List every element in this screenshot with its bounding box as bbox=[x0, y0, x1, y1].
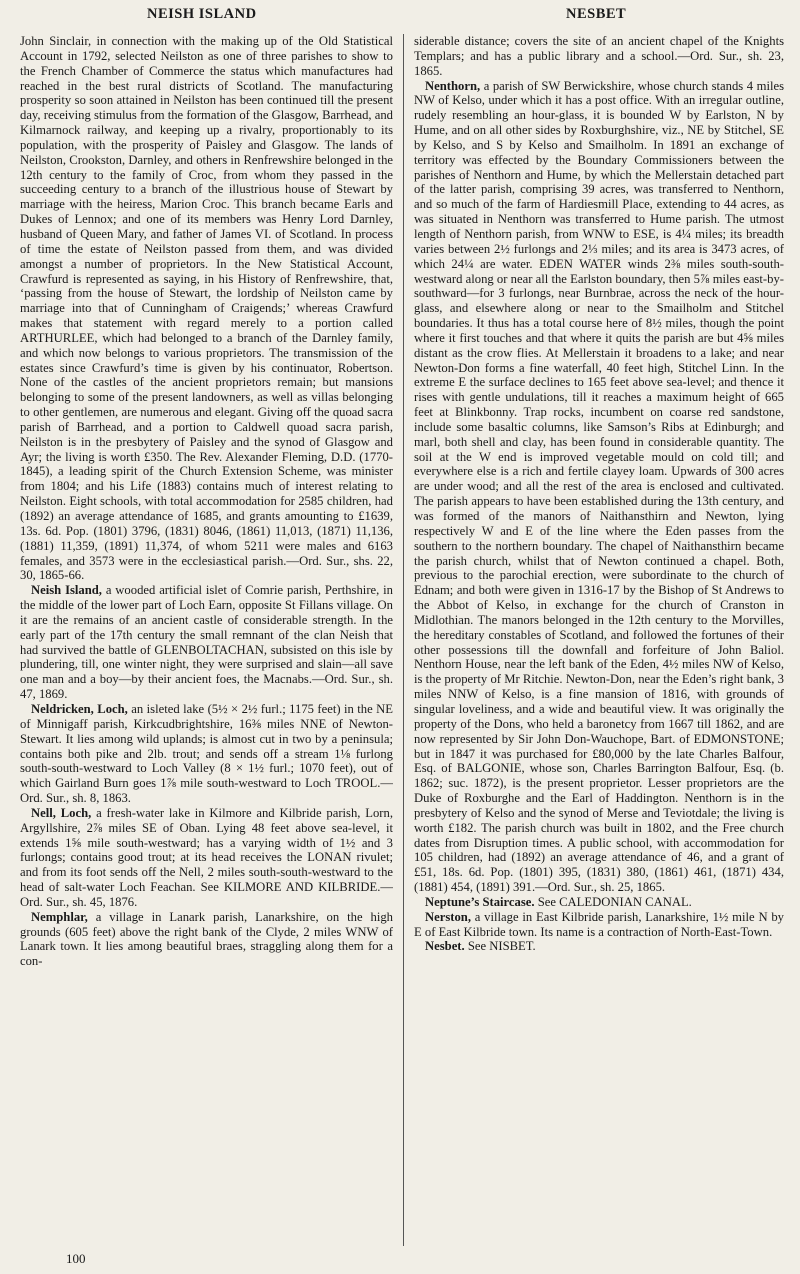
entry-nenthorn bbox=[414, 79, 784, 895]
right-column bbox=[414, 34, 784, 1254]
running-header-left: NEISH ISLAND bbox=[147, 6, 257, 22]
entry-text: a parish of SW Berwickshire, whose church stands 4 miles NW of Kelso, under which it has a post office. With an irregular outline, rudely resembling an hour-glass, it is bounded W by Earlston, N by Hume, and on all other sides by Roxburghshire, viz., NE by Stitchel, SE by Kelso, and S by Kelso and Smailholm. In 1891 an exchange of territory was effected by the Boundary Commissioners between the parishes of Nenthorn and Hume, by which the Mellerstain detached part of the latter parish, comprising 39 acres, was transferred to Nenthorn, and so much of the farm of Hardiesmill Place, extending to 44 acres, as was situated in Nenthorn was transferred to Hume parish. The utmost length of Nenthorn parish, from WNW to ESE, is 4¼ miles; its breadth varies between 2½ furlongs and 2⅓ miles; and its area is 3473 acres, of which 24¼ are water. EDEN WATER winds 2⅜ miles south-south-westward along or near all the Earlston boundary, then 5⅞ miles east-by-southward—for 3 furlongs, near Burnbrae, across the neck of the hour-glass, and elsewhere along or near to the Smailholm and Stitchel boundaries. It thus has a total course here of 8½ miles, though the point where it first touches and that where it quits the parish are but 4⅝ miles distant as the crow flies. At Mellerstain it broadens to a lake; and near Newton-Don forms a fine waterfall, 40 feet high, Stitchel Linn. In the extreme E the surface declines to 165 feet above sea-level; and thence it rises with gentle undulations, till it reaches a maximum height of 665 feet at Blinkbonny. Trap rocks, incumbent on coarse red sandstone, include some basaltic columns, like Samson’s Ribs at Edinburgh; and marl, both shell and clay, has been found in considerable quantity. The soil at the W end is improved vegetable mould on cold till; and everywhere else is a rich and fertile clayey loam. Upwards of 300 acres are under wood; and all the rest of the area is enclosed and cultivated. The parish appears to have been established during the 13th century, and was formed of the manors of Naithansthirn and Newton, lying respectively W and E of the line where the Eden passes from the southern to the northern boundary. The chapel of Naithansthirn became the parish church, whilst that of Newton continued a chapel. Both, previous to the parochial erection, were subordinate to the church of Ednam; and both were given in 1316-17 by the Bishop of St Andrews to the Abbot of Kelso, in exchange for the church of Cranston in Midlothian. The manors belonged in the 12th century to the Morvilles, the hereditary constables of Scotland, and followed the fortunes of their other possessions till the downfall and forfeiture of John Baliol. Nenthorn House, near the left bank of the Eden, 4½ miles NW of Kelso, is the property of Mr Ritchie. Newton-Don, near the Eden’s right bank, 3 miles NNW of Kelso, is a fine mansion of 1816, with grounds of singular loveliness, and a wide and beautiful view. It was originally the property of the Dons, who held a baronetcy from 1667 till 1862, and are now represented by Sir John Don-Wauchope, Bart. of EDMONSTONE; but in 1847 it was purchased for £80,000 by the late Charles Balfour, Esq. of BALGONIE, whose son, Charles Barrington Balfour, Esq. (b. 1862; suc. 1872), is the present proprietor. Lesser proprietors are the Duke of Roxburghe and the Earl of Haddington. Nenthorn is in the presbytery of Kelso and the synod of Merse and Teviotdale; the living is worth £182. The parish church was built in 1802, and the Free church dates from Disruption times. A public school, with accommodation for 105 children, had (1892) an average attendance of 46, and a grant of £51, 18s. 6d. Pop. (1801) 395, (1831) 380, (1861) 461, (1871) 434, (1881) 454, (1891) 391.—Ord. Sur., sh. 25, 1865. bbox=[414, 78, 784, 895]
headword: Neldricken, Loch, bbox=[31, 701, 128, 716]
column-divider bbox=[403, 34, 404, 1246]
entry-nell-loch bbox=[20, 806, 393, 910]
headword: Nell, Loch, bbox=[31, 805, 92, 820]
headword: Neptune’s Staircase. bbox=[425, 894, 535, 909]
entry-text: a village in Lanark parish, Lanarkshire, on the high grounds (605 feet) above the right bank of the Clyde, 2 miles WNW of Lanark town. It lies among beautiful braes, straggling along them for a con- bbox=[20, 909, 393, 969]
entry-text: an isleted lake (5½ × 2½ furl.; 1175 feet) in the NE of Minnigaff parish, Kirkcudbrightshire, 16⅜ miles NNE of Newton-Stewart. It lies among wild uplands; is almost cut in two by a peninsula; contains both pike and 2lb. trout; and sends off a stream 1⅛ furlong south-south-westward to Loch Valley (8 × 1½ furl.; 1070 feet), out of which Gairland Burn goes 1⅞ mile south-westward to Loch TROOL.—Ord. Sur., sh. 8, 1863. bbox=[20, 701, 393, 806]
entry-neldricken-loch bbox=[20, 702, 393, 806]
entry-nemphlar-continued: siderable distance; covers the site of an ancient chapel of the Knights Templars; and has a public library and a school.—Ord. Sur., sh. 23, 1865. bbox=[414, 34, 784, 78]
headword: Nesbet. bbox=[425, 939, 465, 954]
entry-nesbet bbox=[414, 939, 784, 954]
running-header-right: NESBET bbox=[566, 6, 627, 22]
entry-nerston bbox=[414, 910, 784, 940]
entry-neish-island bbox=[20, 583, 393, 702]
entry-text: a village in East Kilbride parish, Lanarkshire, 1½ mile N by E of East Kilbride town. Its name is a contraction of North-East-Town. bbox=[414, 909, 784, 939]
headword: Nenthorn, bbox=[425, 78, 481, 93]
entry-neilston-continued: John Sinclair, in connection with the making up of the Old Statistical Account in 1792, selected Neilston as one of three parishes to show to the French Chamber of Commerce the status which manufactures had reached in the best rural districts of Scotland. The manufacturing prosperity so soon attained in Neilston has been continued till the present day, receiving stimulus from the formation of the Glasgow, Barrhead, and Kilmarnock railway, and keeping up a rivalry, proportionably to its population, with the prosperity of Paisley and Glasgow. The lands of Neilston, Crookston, Darnley, and others in Renfrewshire belonged in the 12th century to the family of Croc, from whom they passed in the succeeding century to a branch of the illustrious house of Stewart by marriage with the heiress, Marion Croc. This branch became Earls and Dukes of Lennox; and one of its members was Henry Lord Darnley, husband of Queen Mary, and father of James VI. of Scotland. In process of time the estate of Neilston passed from them, and was divided amongst a number of proprietors. In the New Statistical Account, Crawfurd is represented as saying, in his History of Renfrewshire, that, ‘passing from the house of Stewart, the lordship of Neilston came by marriage into that of Cunningham of Craigends;’ whereas Crawfurd makes that statement with regard merely to a portion called ARTHURLEE, which had belonged to a branch of the Darnley family, and which now belongs to various proprietors. The transmission of the estates since Crawfurd’s time is given by his continuator, Robertson. None of the castles of the ancient proprietors remain; but mansions belonging to some of the present landowners, as well as villas belonging to other gentlemen, are numerous and elegant. Giving off the quoad sacra parish of Barrhead, and a portion to Caldwell quoad sacra parish, Neilston is in the presbytery of Paisley and the synod of Glasgow and Ayr; the living is worth £350. The Rev. Alexander Fleming, D.D. (1770-1845), a leading spirit of the Church Extension Scheme, was minister from 1804; and his Life (1883) contains much of interest relating to Neilston. Eight schools, with total accommodation for 2585 children, had (1892) an average attendance of 1685, and grants amounting to £1639, 13s. 6d. Pop. (1801) 3796, (1831) 8046, (1861) 11,013, (1871) 11,136, (1881) 11,359, (1891) 11,374, of whom 5211 were males and 6163 females, and 3573 were in the ecclesiastical parish.—Ord. Sur., shs. 22, 30, 1865-66. bbox=[20, 34, 393, 583]
entry-nemphlar bbox=[20, 910, 393, 969]
entry-text: See CALEDONIAN CANAL. bbox=[534, 894, 692, 909]
headword: Neish Island, bbox=[31, 583, 102, 598]
headword: Nerston, bbox=[425, 909, 471, 924]
entry-text: a fresh-water lake in Kilmore and Kilbride parish, Lorn, Argyllshire, 2⅞ miles SE of Oban. Lying 48 feet above sea-level, it extends 1⅝ mile south-westward; has a varying width of 1½ and 3 furlongs; contains good trout; at its head receives the LONAN rivulet; and from its foot sends off the Nell, 2 miles south-south-westward to the head of salt-water Loch Feachan. See KILMORE AND KILBRIDE.—Ord. Sur., sh. 45, 1876. bbox=[20, 805, 393, 909]
page-number: 100 bbox=[66, 1251, 86, 1266]
headword: Nemphlar, bbox=[31, 909, 88, 924]
left-column bbox=[20, 34, 393, 1254]
entry-text: a wooded artificial islet of Comrie parish, Perthshire, in the middle of the lower part of Loch Earn, opposite St Fillans village. On it are the remains of an ancient castle of considerable strength. In the early part of the 17th century the small remnant of the clan Neish that had survived the battle of GLENBOLTACHAN, subsisted on this isle by plundering, till, one winter night, they were surprised and slain—all save one man and a boy—by their ancient foes, the Macnabs.—Ord. Sur., sh. 47, 1869. bbox=[20, 583, 393, 702]
entry-text: See NISBET. bbox=[464, 939, 536, 954]
entry-neptunes-staircase bbox=[414, 895, 784, 910]
